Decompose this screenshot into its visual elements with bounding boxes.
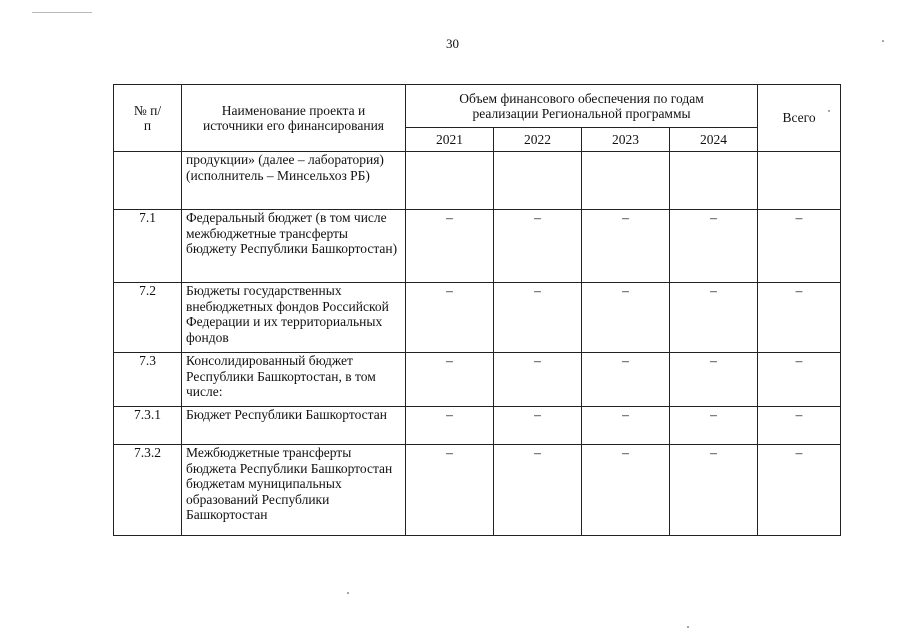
header-year: 2021 [406,128,494,152]
row-value: – [670,353,758,407]
scan-speck [347,592,349,594]
table-row [114,445,841,536]
row-number: 7.1 [114,210,182,283]
scan-speck [687,626,689,628]
row-value: – [670,445,758,536]
row-value: – [758,353,841,407]
row-value [670,152,758,210]
row-value: – [582,283,670,353]
row-value: – [670,210,758,283]
row-name: Бюджет Республики Башкортостан [182,407,406,445]
table-row [114,152,841,210]
table-row [114,283,841,353]
row-number [114,152,182,210]
row-value: – [758,210,841,283]
header-project-name: Наименование проекта и источники его финансирования [182,85,406,152]
row-value: – [758,407,841,445]
table-row [114,353,841,407]
row-value: – [494,210,582,283]
row-value: – [494,283,582,353]
header-year: 2022 [494,128,582,152]
page-number: 30 [446,36,459,51]
row-value: – [670,407,758,445]
row-value: – [494,445,582,536]
row-value: – [670,283,758,353]
row-name: продукции» (далее – лаборатория) (исполнитель – Минсельхоз РБ) [182,152,406,210]
row-number: 7.3 [114,353,182,407]
row-value: – [406,353,494,407]
funding-table [113,84,841,536]
row-name: Бюджеты государственных внебюджетных фондов Российской Федерации и их территориальных фондов [182,283,406,353]
row-value: – [494,407,582,445]
row-value: – [582,210,670,283]
row-number: 7.2 [114,283,182,353]
row-number: 7.3.2 [114,445,182,536]
row-value: – [758,283,841,353]
header-year: 2023 [582,128,670,152]
row-value: – [758,445,841,536]
row-value: – [582,445,670,536]
header-number: № п/п [114,85,182,152]
row-value: – [406,445,494,536]
row-value [406,152,494,210]
row-value: – [582,353,670,407]
table-row [114,210,841,283]
row-value: – [406,407,494,445]
header-year: 2024 [670,128,758,152]
row-value [758,152,841,210]
header-total: Всего [758,85,841,152]
header-funding-by-year: Объем финансового обеспечения по годам реализации Региональной программы [406,85,758,128]
row-value: – [582,407,670,445]
row-value: – [406,283,494,353]
row-value [494,152,582,210]
row-value: – [494,353,582,407]
table-row [114,407,841,445]
row-value [582,152,670,210]
row-name: Консолидированный бюджет Республики Башкортостан, в том числе: [182,353,406,407]
row-value: – [406,210,494,283]
row-number: 7.3.1 [114,407,182,445]
row-name: Межбюджетные трансферты бюджета Республики Башкортостан бюджетам муниципальных образований Республики Башкортостан [182,445,406,536]
row-name: Федеральный бюджет (в том числе межбюджетные трансферты бюджету Республики Башкортостан) [182,210,406,283]
scan-artifact-line [32,12,92,13]
